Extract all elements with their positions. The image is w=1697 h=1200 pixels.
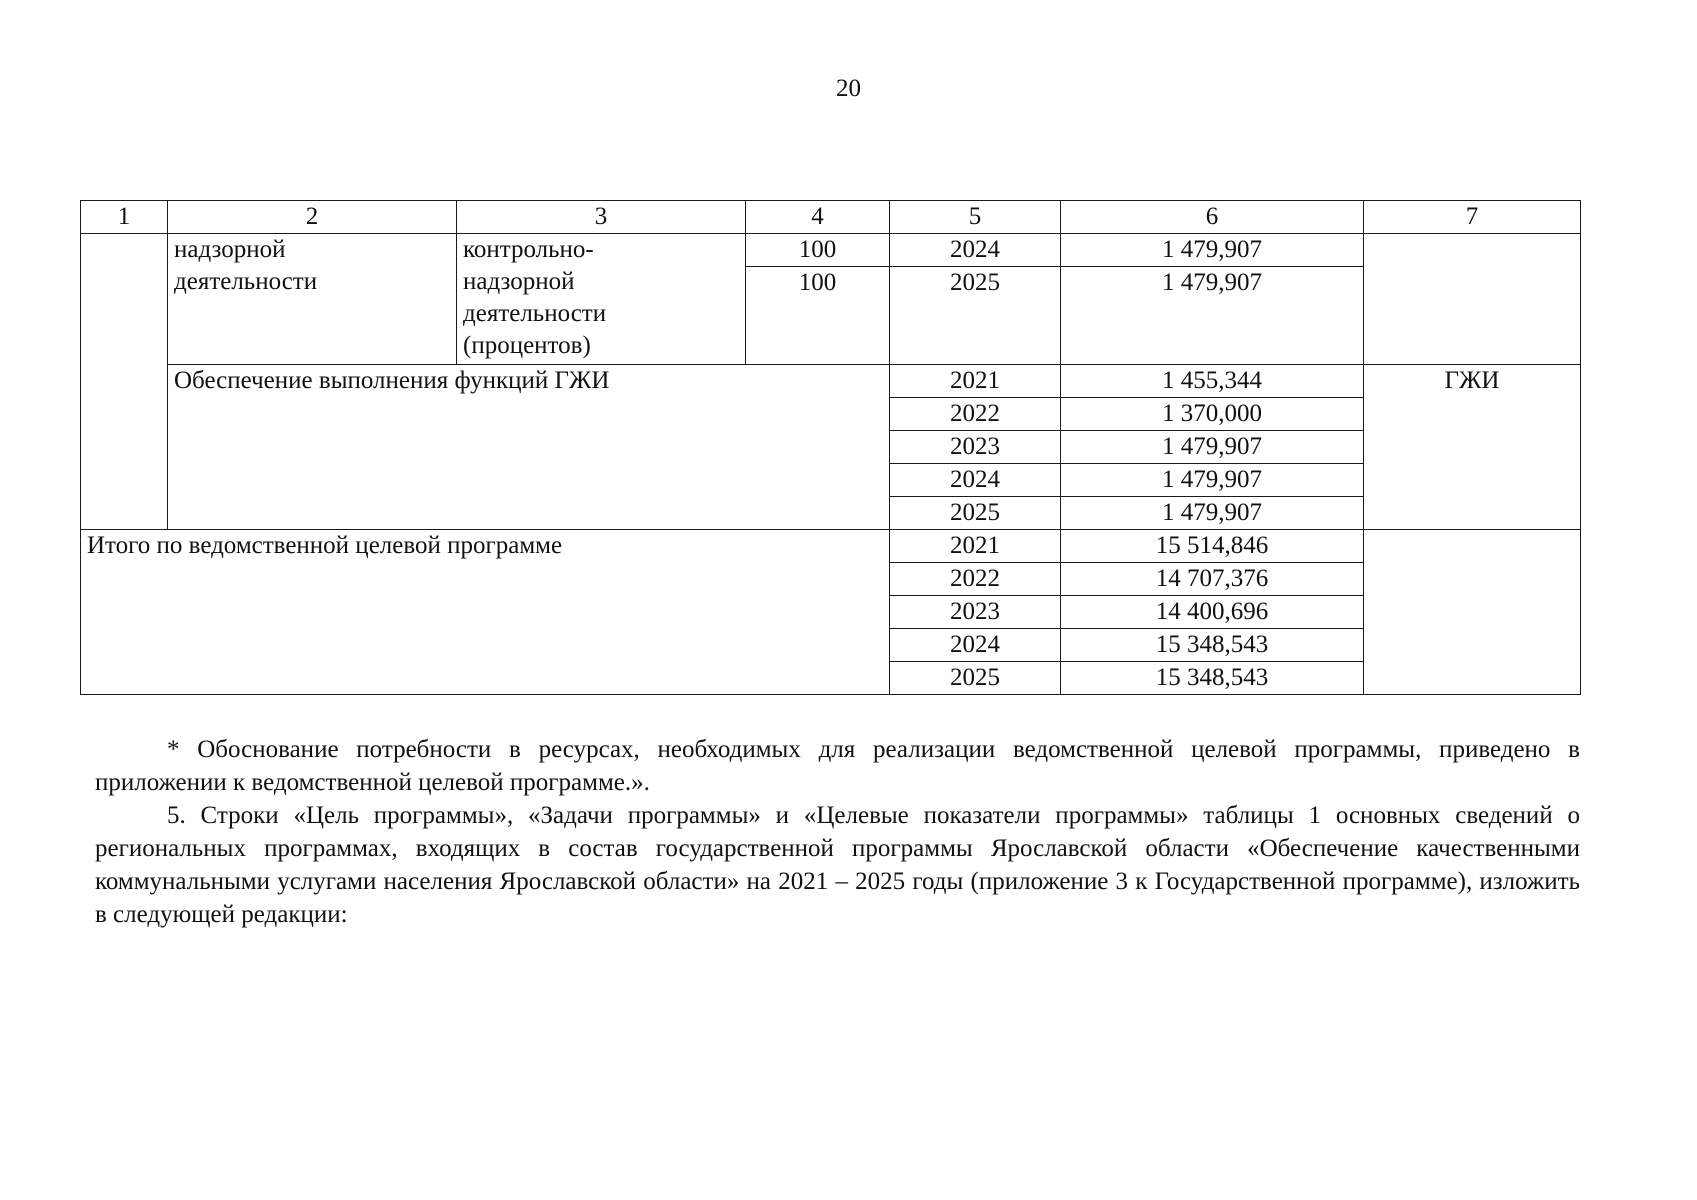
column-header-4: 4 <box>746 201 890 234</box>
amount-cell: 1 479,907 <box>1061 267 1364 365</box>
year-cell: 2022 <box>890 398 1061 431</box>
indicator-value-cell: 100 <box>746 234 890 267</box>
indicator-name-cell <box>168 234 457 365</box>
amount-cell: 1 455,344 <box>1061 365 1364 398</box>
column-header-2: 2 <box>168 201 457 234</box>
indicator-unit-cell <box>457 234 746 365</box>
amount-cell: 14 707,376 <box>1061 563 1364 596</box>
functions-label-cell: Обеспечение выполнения функций ГЖИ <box>168 365 890 530</box>
executor-cell <box>1364 530 1581 695</box>
indicator-name-line: надзорной <box>174 236 286 263</box>
page-number: 20 <box>836 75 861 102</box>
amount-cell: 1 479,907 <box>1061 234 1364 267</box>
indicator-unit-line: (процентов) <box>463 332 591 359</box>
year-cell: 2025 <box>890 267 1061 365</box>
executor-cell: ГЖИ <box>1364 365 1581 530</box>
amount-cell: 1 479,907 <box>1061 464 1364 497</box>
year-cell: 2021 <box>890 365 1061 398</box>
column-header-5: 5 <box>890 201 1061 234</box>
year-cell: 2024 <box>890 234 1061 267</box>
amount-cell: 15 348,543 <box>1061 662 1364 695</box>
column-header-6: 6 <box>1061 201 1364 234</box>
amount-cell: 15 514,846 <box>1061 530 1364 563</box>
indicator-name-line: деятельности <box>174 268 318 295</box>
table-row <box>81 234 1581 267</box>
budget-table <box>80 200 1581 695</box>
indicator-unit-line: контрольно- <box>463 236 594 263</box>
year-cell: 2025 <box>890 662 1061 695</box>
year-cell: 2025 <box>890 497 1061 530</box>
amount-cell: 1 479,907 <box>1061 431 1364 464</box>
total-label-cell: Итого по ведомственной целевой программе <box>81 530 890 695</box>
footnote: * Обоснование потребности в ресурсах, необходимых для реализации ведомственной целевой программы, приведено в приложении к ведомственной целевой программе.». <box>95 736 1580 796</box>
table-row <box>81 530 1581 563</box>
year-cell: 2024 <box>890 464 1061 497</box>
amount-cell: 15 348,543 <box>1061 629 1364 662</box>
year-cell: 2021 <box>890 530 1061 563</box>
year-cell: 2023 <box>890 596 1061 629</box>
column-header-3: 3 <box>457 201 746 234</box>
amount-cell: 14 400,696 <box>1061 596 1364 629</box>
year-cell: 2024 <box>890 629 1061 662</box>
executor-cell <box>1364 234 1581 365</box>
table-header-row <box>81 201 1581 234</box>
column-header-7: 7 <box>1364 201 1581 234</box>
amount-cell: 1 370,000 <box>1061 398 1364 431</box>
indicator-unit-line: деятельности <box>463 300 607 327</box>
column-header-1: 1 <box>81 201 168 234</box>
amount-cell: 1 479,907 <box>1061 497 1364 530</box>
year-cell: 2022 <box>890 563 1061 596</box>
indicator-unit-line: надзорной <box>463 268 575 295</box>
year-cell: 2023 <box>890 431 1061 464</box>
paragraph-5: 5. Строки «Цель программы», «Задачи программы» и «Целевые показатели программы» таблицы 1 основных сведений о региональных программах, входящих в состав государственной программы Ярославской области «Обеспечение качественными коммунальными услугами населения Ярославской области» на 2021 – 2025 годы (приложение 3 к Государственной программе), изложить в следующей редакции: <box>95 802 1580 928</box>
indicator-value-cell: 100 <box>746 267 890 365</box>
table-row <box>81 365 1581 398</box>
column-1-cell <box>81 234 168 530</box>
document-body <box>95 733 1580 931</box>
